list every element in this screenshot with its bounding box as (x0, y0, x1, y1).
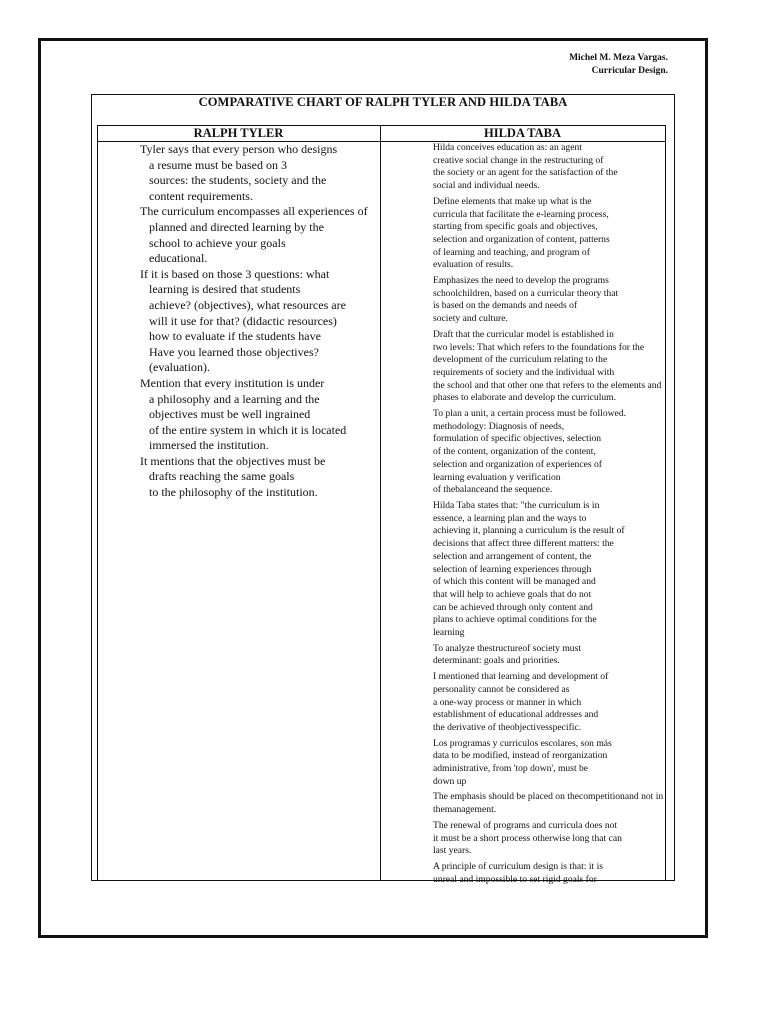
item-line: To plan a unit, a certain process must be followed. (433, 408, 627, 420)
item-line: sources: the students, society and the (149, 173, 327, 188)
item-line: Draft that the curricular model is established in (433, 328, 614, 340)
item-line: I mentioned that learning and development of (433, 671, 609, 683)
item-line: schoolchildren, based on a curricular theory that (433, 287, 619, 299)
item-line: of learning and teaching, and program of (433, 246, 590, 258)
item-line: The emphasis should be placed on thecompetitionand not in (433, 791, 664, 803)
list-item (126, 376, 394, 454)
item-line: If it is based on those 3 questions: what (140, 266, 330, 281)
item-line: school to achieve your goals (149, 235, 286, 250)
item-line: society and culture. (433, 313, 508, 325)
item-line: unreal and impossible to set rigid goals for (433, 873, 597, 885)
course-name: Curricular Design. (591, 66, 668, 76)
author-name: Michel M. Meza Vargas. (569, 53, 668, 63)
item-line: development of the curriculum relating to the (433, 354, 608, 366)
item-line: selection and arrangement of content, the (433, 550, 592, 562)
item-line: the society or an agent for the satisfaction of the (433, 167, 618, 179)
item-line: a philosophy and a learning and the (149, 391, 320, 406)
item-line: learning is desired that students (149, 282, 301, 297)
list-item (410, 275, 668, 326)
item-line: educational. (149, 251, 208, 266)
list-item (410, 791, 668, 816)
list-item (410, 643, 668, 668)
item-line: will it use for that? (didactic resources) (149, 313, 337, 328)
author-block (569, 52, 668, 78)
item-line: can be achieved through only content and (433, 601, 593, 613)
item-line: decisions that affect three different matters: the (433, 538, 614, 550)
list-item (410, 196, 668, 272)
list-item (126, 501, 394, 517)
list-item (126, 267, 394, 376)
item-line: it must be a short process otherwise long that can (433, 832, 622, 844)
item-line: learning (433, 627, 465, 639)
item-line: Mention that every institution is under (140, 375, 325, 390)
item-line: determinant: goals and priorities. (433, 655, 560, 667)
list-item (126, 454, 394, 501)
item-line: The renewal of programs and curricula does not (433, 819, 618, 831)
item-line: learning evaluation y verification (433, 471, 561, 483)
item-line: themanagement. (433, 804, 497, 816)
item-line: is based on the demands and needs of (433, 300, 578, 312)
item-line: to the philosophy of the institution. (149, 485, 318, 500)
chart-title: COMPARATIVE CHART OF RALPH TYLER AND HILDA TABA (198, 95, 568, 109)
item-line: achieving it, planning a curriculum is the result of (433, 525, 625, 537)
item-line: objectives must be well ingrained (149, 407, 311, 422)
item-line: content requirements. (149, 188, 253, 203)
item-line: formulation of specific objectives, selection (433, 433, 602, 445)
item-line: the school and that other one that refers to the elements and (433, 379, 662, 391)
list-item (126, 142, 394, 204)
item-line: plans to achieve optimal conditions for the (433, 614, 597, 626)
item-line: last years. (433, 845, 472, 857)
item-line: selection and organization of experiences of (433, 458, 602, 470)
item-line: two levels: That which refers to the foundations for the (433, 341, 645, 353)
list-item (410, 408, 668, 497)
item-line: planned and directed learning by the (149, 219, 324, 234)
item-line: (evaluation). (149, 360, 210, 375)
item-line: immersed the institution. (149, 438, 269, 453)
item-line: starting from specific goals and objectives, (433, 221, 598, 233)
list-item (410, 671, 668, 735)
item-line: To analyze thestructureof society must (433, 642, 581, 654)
item-line: of the entire system in which it is located (149, 422, 347, 437)
item-line: social and individual needs. (433, 180, 540, 192)
list-item (410, 500, 668, 640)
column-header-tyler: RALPH TYLER (193, 126, 284, 140)
item-line: data to be modified, instead of reorganization (433, 750, 608, 762)
item-line: curricula that facilitate the e-learning process, (433, 208, 609, 220)
item-line: how to evaluate if the students have (149, 329, 321, 344)
item-line: selection of learning experiences through (433, 563, 592, 575)
item-line: of the content, organization of the content, (433, 446, 596, 458)
item-line: Have you learned those objectives? (149, 344, 319, 359)
table-left-border (97, 125, 98, 881)
item-line: Emphasizes the need to develop the programs (433, 275, 609, 287)
item-line: drafts reaching the same goals (149, 469, 295, 484)
item-line: It mentions that the objectives must be (140, 453, 326, 468)
item-line: Los programas y curriculos escolares, son más (433, 737, 612, 749)
item-line: the derivative of theobjectivesspecific. (433, 721, 582, 733)
item-line: requirements of society and the individual with (433, 366, 615, 378)
item-line: essence, a learning plan and the ways to (433, 512, 587, 524)
item-line: establishment of educational addresses and (433, 709, 599, 721)
item-line: administrative, from 'top down', must be (433, 763, 589, 775)
item-line: Define elements that make up what is the (433, 195, 592, 207)
item-line: achieve? (objectives), what resources are (149, 297, 346, 312)
item-line: of which this content will be managed and (433, 576, 596, 588)
list-item (410, 820, 668, 858)
item-line: a resume must be based on 3 (149, 157, 287, 172)
item-line: creative social change in the restructuring of (433, 154, 604, 166)
tyler-column (126, 142, 394, 517)
item-line: that will help to achieve goals that do not (433, 588, 592, 600)
column-header-taba: HILDA TABA (484, 126, 561, 140)
list-item (410, 738, 668, 789)
item-line: down up (433, 775, 467, 787)
list-item (410, 142, 668, 193)
item-line: evaluation of results. (433, 259, 514, 271)
item-line: selection and organization of content, patterns (433, 233, 610, 245)
list-item (410, 861, 668, 886)
list-item (410, 329, 668, 405)
item-line: A principle of curriculum design is that: it is (433, 860, 603, 872)
item-line: a one-way process or manner in which (433, 696, 582, 708)
item-line: methodology: Diagnosis of needs, (433, 420, 565, 432)
item-line: Hilda Taba states that: "the curriculum is in (433, 499, 600, 511)
item-line: The curriculum encompasses all experiences of (140, 204, 368, 219)
taba-column (410, 142, 668, 889)
list-item (126, 204, 394, 266)
item-line: Hilda conceives education as: an agent (433, 142, 582, 153)
item-line: personality cannot be considered as (433, 683, 570, 695)
item-line: of thebalanceand the sequence. (433, 484, 553, 496)
item-line: Tyler says that every person who designs (140, 142, 338, 156)
item-line: phases to elaborate and develop the curriculum. (433, 392, 617, 404)
